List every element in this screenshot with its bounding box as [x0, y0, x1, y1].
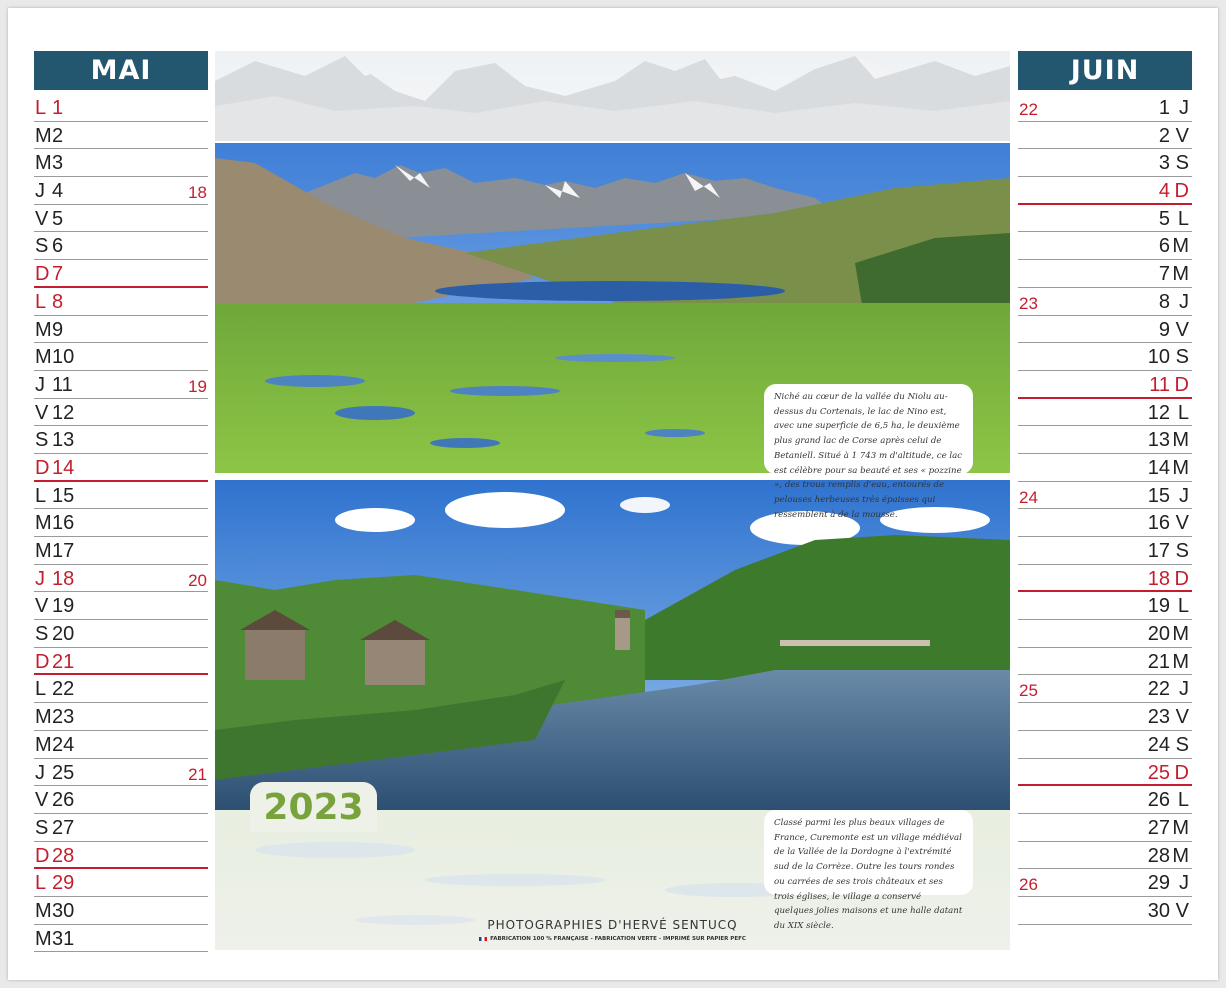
day-row — [1018, 316, 1192, 344]
weekday-letter: M — [1172, 623, 1189, 646]
weekday-letter: J — [1179, 484, 1189, 507]
day-row — [34, 675, 208, 703]
weekday-letter: M — [1172, 816, 1189, 839]
day-row — [34, 620, 208, 648]
day-number: 19 — [1147, 595, 1170, 618]
weekday-letter: J — [1179, 97, 1189, 119]
day-number: 9 — [1158, 318, 1170, 341]
day-number: 9 — [52, 318, 64, 341]
day-number: 15 — [1147, 484, 1170, 507]
day-row — [1018, 620, 1192, 648]
day-number: 4 — [1158, 180, 1170, 203]
day-number: 29 — [1147, 872, 1170, 895]
weekday-letter: V — [1175, 512, 1189, 535]
day-row — [1018, 869, 1192, 897]
day-row — [1018, 703, 1192, 731]
day-number: 11 — [52, 373, 73, 396]
day-row — [34, 842, 208, 870]
weekday-letter: L — [1177, 207, 1189, 230]
week-number: 19 — [188, 376, 207, 396]
day-row — [1018, 454, 1192, 482]
weekday-letter: M — [1172, 650, 1189, 673]
day-number: 29 — [52, 872, 75, 895]
weekday-letter: D — [1174, 373, 1189, 396]
day-number: 22 — [52, 678, 75, 701]
week-number: 25 — [1019, 681, 1038, 701]
weekday-letter: M — [35, 346, 52, 369]
day-row — [34, 897, 208, 925]
day-number: 28 — [52, 844, 75, 867]
day-number: 5 — [1158, 207, 1170, 230]
weekday-letter: D — [35, 263, 50, 286]
day-row — [1018, 814, 1192, 842]
day-row — [1018, 260, 1192, 288]
weekday-letter: M — [35, 124, 52, 147]
weekday-letter: M — [35, 512, 52, 535]
weekday-letter: M — [1172, 456, 1189, 479]
weekday-letter: S — [35, 816, 49, 839]
day-number: 26 — [52, 789, 75, 812]
weekday-letter: J — [35, 567, 45, 590]
day-number: 25 — [52, 761, 75, 784]
day-number: 13 — [1147, 429, 1170, 452]
day-number: 18 — [1147, 567, 1170, 590]
day-number: 25 — [1147, 761, 1170, 784]
day-number: 20 — [52, 623, 75, 646]
weekday-letter: D — [1174, 567, 1189, 590]
weekday-letter: S — [1175, 733, 1189, 756]
weekday-letter: D — [35, 844, 50, 867]
day-number: 23 — [52, 706, 75, 729]
day-row — [1018, 122, 1192, 150]
day-number: 19 — [52, 595, 75, 618]
day-row — [1018, 288, 1192, 316]
day-row — [34, 814, 208, 842]
day-row — [34, 925, 208, 953]
day-number: 24 — [52, 733, 75, 756]
day-row — [34, 869, 208, 897]
day-row — [34, 731, 208, 759]
day-row — [34, 592, 208, 620]
day-row — [1018, 149, 1192, 177]
day-row — [34, 399, 208, 427]
day-row — [34, 703, 208, 731]
week-number: 18 — [188, 183, 207, 203]
week-number: 21 — [188, 764, 207, 784]
day-number: 21 — [1147, 650, 1170, 673]
day-number: 6 — [52, 235, 64, 258]
day-number: 4 — [52, 180, 64, 203]
weekday-letter: J — [1179, 290, 1189, 313]
day-row — [1018, 565, 1192, 593]
day-number: 16 — [1147, 512, 1170, 535]
day-number: 3 — [52, 152, 64, 175]
day-row — [1018, 482, 1192, 510]
fabrication-text: FABRICATION 100 % FRANÇAISE - FABRICATION VERTE - IMPRIMÉ SUR PAPIER PEFC — [490, 936, 746, 942]
day-number: 17 — [1147, 540, 1170, 562]
day-row — [1018, 371, 1192, 399]
week-number: 20 — [188, 570, 207, 590]
day-row — [1018, 592, 1192, 620]
day-number: 2 — [52, 124, 64, 147]
day-number: 24 — [1147, 733, 1170, 756]
weekday-letter: S — [35, 429, 49, 452]
weekday-letter: S — [1175, 346, 1189, 369]
day-number: 22 — [1147, 678, 1170, 701]
day-number: 14 — [52, 456, 75, 479]
day-row — [1018, 842, 1192, 870]
day-row — [1018, 509, 1192, 537]
weekday-letter: S — [1175, 152, 1189, 175]
weekday-letter: V — [35, 401, 49, 424]
weekday-letter: S — [35, 623, 49, 646]
weekday-letter: J — [1179, 872, 1189, 895]
weekday-letter: M — [35, 927, 52, 950]
day-row — [34, 232, 208, 260]
weekday-letter: V — [1175, 899, 1189, 922]
photo-credit: PHOTOGRAPHIES D'HERVÉ SENTUCQ — [487, 918, 738, 932]
day-row — [34, 482, 208, 510]
day-number: 12 — [52, 401, 75, 424]
week-number: 22 — [1019, 100, 1038, 119]
day-row — [34, 371, 208, 399]
day-row — [34, 426, 208, 454]
weekday-letter: M — [35, 318, 52, 341]
day-number: 18 — [52, 567, 75, 590]
day-row — [34, 509, 208, 537]
day-number: 1 — [52, 97, 64, 119]
day-row — [1018, 731, 1192, 759]
day-number: 20 — [1147, 623, 1170, 646]
day-row — [34, 537, 208, 565]
weekday-letter: M — [1172, 844, 1189, 867]
day-number: 6 — [1158, 235, 1170, 258]
weekday-letter: L — [1177, 401, 1189, 424]
weekday-letter: D — [35, 456, 50, 479]
day-number: 30 — [1147, 899, 1170, 922]
weekday-letter: M — [1172, 235, 1189, 258]
day-row — [34, 260, 208, 288]
weekday-letter: M — [1172, 263, 1189, 286]
weekday-letter: M — [1172, 429, 1189, 452]
day-number: 14 — [1147, 456, 1170, 479]
weekday-letter: V — [1175, 124, 1189, 147]
weekday-letter: M — [35, 706, 52, 729]
day-number: 11 — [1149, 373, 1170, 396]
day-row — [34, 343, 208, 371]
weekday-letter: S — [35, 235, 49, 258]
day-number: 8 — [52, 290, 64, 313]
day-row — [1018, 675, 1192, 703]
weekday-letter: M — [35, 899, 52, 922]
fabrication-note — [215, 936, 1010, 942]
day-row — [1018, 648, 1192, 676]
day-row — [1018, 205, 1192, 233]
day-row — [34, 759, 208, 787]
weekday-letter: M — [35, 733, 52, 756]
weekday-letter: M — [35, 540, 52, 562]
day-number: 7 — [52, 263, 64, 286]
year-label: 2023 — [250, 782, 377, 832]
day-number: 5 — [52, 207, 64, 230]
day-number: 26 — [1147, 789, 1170, 812]
day-number: 7 — [1158, 263, 1170, 286]
lake-caption: Niché au cœur de la vallée du Niolu au-dessus du Cortenais, le lac de Nino est, avec une superficie de 6,5 ha, le deuxième plus grand lac de Corse après celui de Betaniell. Situé à 1 743 m d'altitude, ce lac est célèbre pour sa beauté et ses « pozzine », des trous remplis d'eau, entourés de pelouses herbeuses très épaisses qui ressemblent à de la mousse. — [764, 384, 973, 474]
weekday-letter: L — [35, 290, 47, 313]
day-number: 16 — [52, 512, 75, 535]
weekday-letter: V — [35, 595, 49, 618]
day-number: 31 — [52, 927, 75, 950]
weekday-letter: L — [35, 872, 47, 895]
day-number: 28 — [1147, 844, 1170, 867]
weekday-letter: D — [1174, 761, 1189, 784]
weekday-letter: V — [1175, 706, 1189, 729]
day-row — [1018, 94, 1192, 122]
day-number: 1 — [1158, 97, 1170, 119]
weekday-letter: L — [1177, 789, 1189, 812]
week-number: 23 — [1019, 293, 1038, 313]
day-row — [34, 454, 208, 482]
weekday-letter: L — [35, 484, 47, 507]
day-number: 21 — [52, 650, 75, 673]
day-row — [1018, 897, 1192, 925]
day-number: 3 — [1158, 152, 1170, 175]
weekday-letter: L — [35, 678, 47, 701]
day-number: 10 — [1147, 346, 1170, 369]
day-row — [1018, 786, 1192, 814]
weekday-letter: V — [1175, 318, 1189, 341]
weekday-letter: D — [35, 650, 50, 673]
weekday-letter: V — [35, 207, 49, 230]
day-number: 17 — [52, 540, 75, 562]
day-number: 30 — [52, 899, 75, 922]
day-row — [34, 648, 208, 676]
weekday-letter: D — [1174, 180, 1189, 203]
day-row — [34, 149, 208, 177]
day-number: 12 — [1147, 401, 1170, 424]
day-row — [1018, 426, 1192, 454]
day-row — [34, 316, 208, 344]
weekday-letter: M — [35, 152, 52, 175]
month-header-juin: JUIN — [1018, 51, 1192, 90]
day-row — [34, 94, 208, 122]
month-column-mai — [34, 94, 208, 952]
day-number: 27 — [52, 816, 75, 839]
village-caption: Classé parmi les plus beaux villages de France, Curemonte est un village médiéval de la Vallée de la Dordogne à l'extrémité sud de la Corrèze. Outre les tours rondes ou carrées de ses trois châteaux et ses trois églises, le village a conservé quelques jolies maisons et une halle datant du XIX siècle. — [764, 810, 973, 895]
day-row — [1018, 177, 1192, 205]
day-row — [34, 177, 208, 205]
day-number: 27 — [1147, 816, 1170, 839]
day-row — [1018, 759, 1192, 787]
month-column-juin — [1018, 94, 1192, 925]
weekday-letter: J — [35, 761, 45, 784]
village-photo — [215, 480, 1010, 810]
french-flag-icon — [479, 937, 487, 941]
weekday-letter: L — [35, 97, 47, 119]
day-row — [34, 786, 208, 814]
weekday-letter: J — [35, 180, 45, 203]
day-row — [34, 205, 208, 233]
mountain-banner-image — [215, 51, 1010, 141]
weekday-letter: J — [1179, 678, 1189, 701]
day-row — [1018, 537, 1192, 565]
weekday-letter: V — [35, 789, 49, 812]
week-number: 26 — [1019, 875, 1038, 895]
day-number: 13 — [52, 429, 75, 452]
weekday-letter: J — [35, 373, 45, 396]
day-row — [34, 565, 208, 593]
day-number: 23 — [1147, 706, 1170, 729]
day-number: 10 — [52, 346, 75, 369]
weekday-letter: L — [1177, 595, 1189, 618]
day-number: 8 — [1158, 290, 1170, 313]
week-number: 24 — [1019, 487, 1038, 507]
day-row — [1018, 232, 1192, 260]
weekday-letter: S — [1175, 540, 1189, 562]
day-number: 2 — [1158, 124, 1170, 147]
day-row — [34, 288, 208, 316]
day-row — [1018, 399, 1192, 427]
day-row — [34, 122, 208, 150]
month-header-mai: MAI — [34, 51, 208, 90]
day-row — [1018, 343, 1192, 371]
day-number: 15 — [52, 484, 75, 507]
